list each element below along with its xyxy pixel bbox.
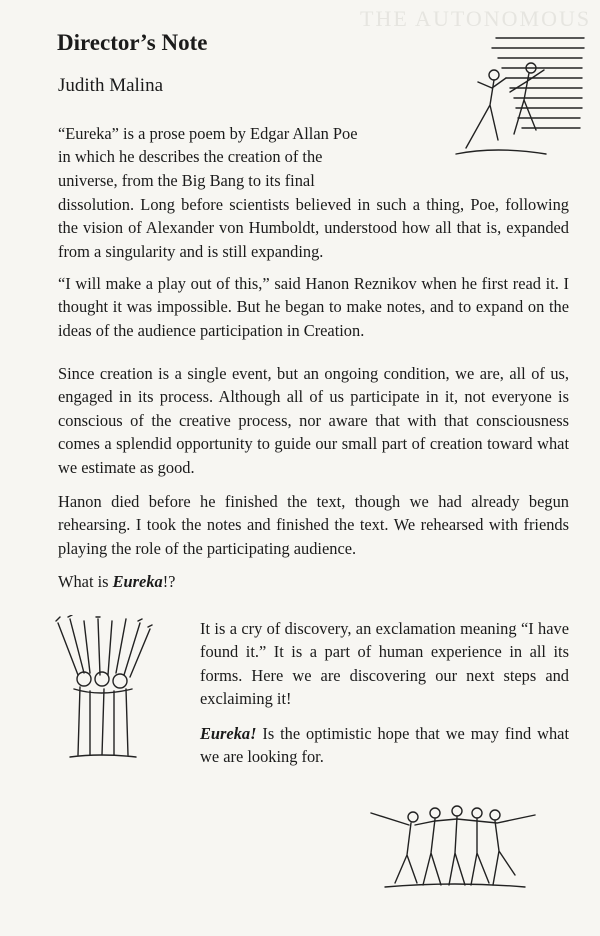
paragraph-6-emphasis: Eureka! — [200, 724, 257, 743]
question-line — [58, 570, 175, 593]
paragraph-1-line-3: universe, from the Big Bang to its final — [58, 170, 315, 190]
page-title: Director’s Note — [57, 30, 208, 55]
paragraph-1-intro — [58, 122, 378, 192]
paragraph-4: Hanon died before he finished the text, though we had already begun rehearsing. I took the notes and finished the text. We rehearsed with friends playing the role of the participating audience. — [58, 492, 569, 558]
question-suffix: !? — [162, 572, 176, 591]
question-prefix: What is — [58, 572, 113, 591]
bleed-through-text: THE AUTONOMOUS — [360, 6, 592, 31]
paragraph-5: It is a cry of discovery, an exclamation meaning “I have found it.” It is a part of human experience in all its forms. Here we are discovering our next steps and exclaiming it! — [200, 619, 569, 709]
paragraph-1-line-2: in which he describes the creation of the — [58, 147, 323, 167]
paragraph-3: Since creation is a single event, but an ongoing condition, we are, all of us, engaged in its process. Although all of us participate in it, not everyone is conscious of the creative process, nor aware that with that consciousness comes a splendid opportunity to guide our small part of creation toward what we estimate as good. — [58, 364, 569, 477]
paragraph-6-text: Is the optimistic hope that we may find what we are looking for. — [200, 724, 569, 767]
question-word: Eureka — [112, 572, 163, 591]
paragraph-1-continued: dissolution. Long before scientists believed in such a thing, Poe, following the vision of Alexander von Humboldt, understood how all that is, expanded from a singularity and is still expanding. — [58, 195, 569, 261]
figures-on-stairs-illustration — [436, 30, 586, 165]
raised-arms-group-illustration — [50, 615, 160, 765]
paragraph-6 — [200, 722, 569, 769]
paragraph-2: “I will make a play out of this,” said Hanon Reznikov when he first read it. I thought it was impossible. But he began to make notes, and to expand on the ideas of the audience participation in Creation. — [58, 274, 569, 340]
dancing-group-illustration — [365, 795, 540, 890]
paragraph-1-line-1: “Eureka” is a prose poem by Edgar Allan Poe — [58, 124, 358, 143]
author-name: Judith Malina — [58, 75, 164, 96]
